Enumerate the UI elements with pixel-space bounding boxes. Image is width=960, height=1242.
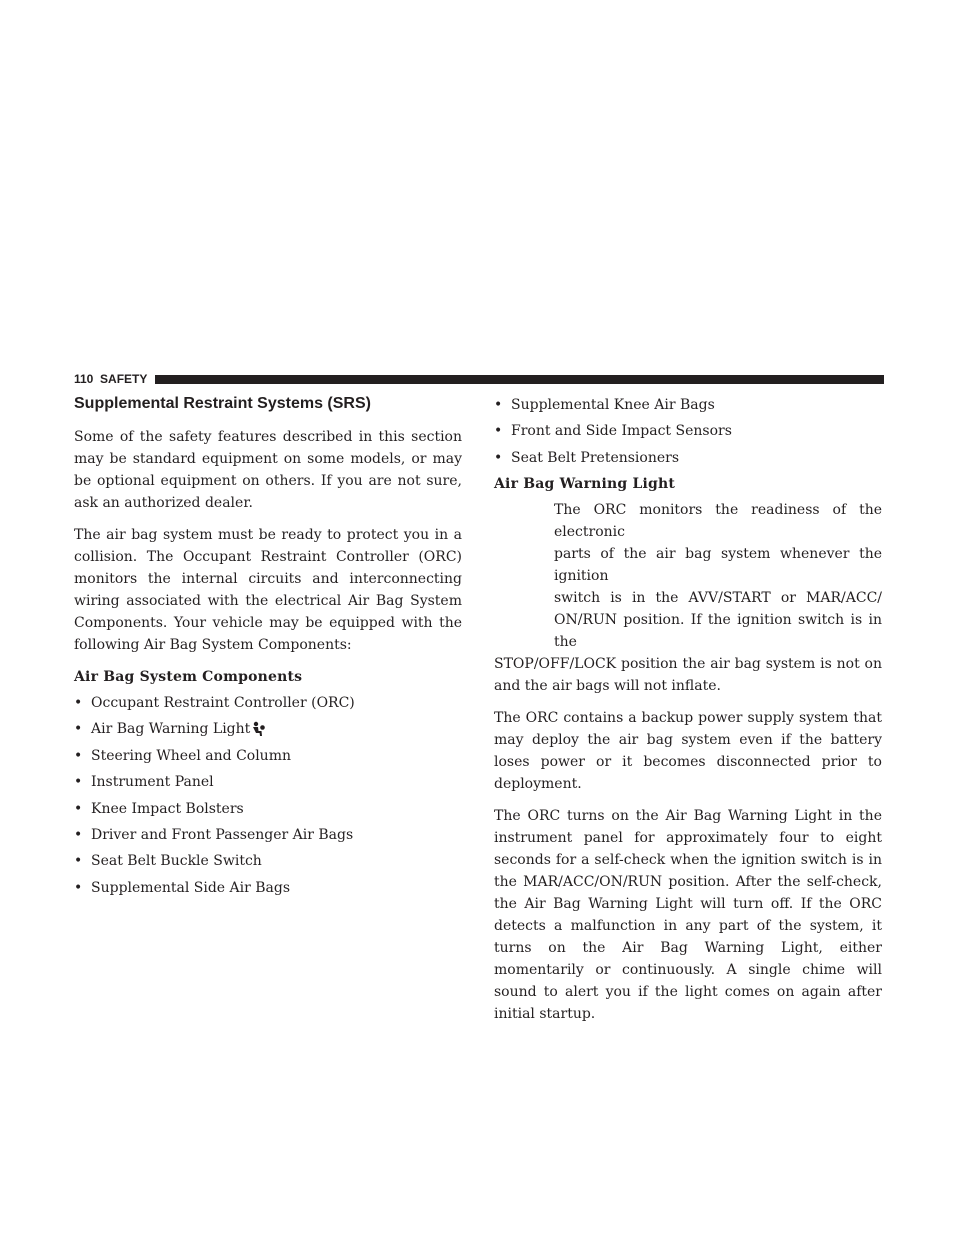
list-item: • Steering Wheel and Column <box>74 747 291 764</box>
page-number: 110 <box>74 372 94 386</box>
left-column <box>74 394 462 903</box>
list-item: • Supplemental Knee Air Bags <box>494 397 715 413</box>
warning-light-subhead: Air Bag Warning Light <box>494 476 676 493</box>
header-rule <box>155 375 884 384</box>
components-list <box>74 692 462 899</box>
intro-paragraph: Some of the safety features described in this section may be standard equipment on some models, or may be optional equipment on others. If you are not sure, ask an authorized dealer. <box>74 429 462 511</box>
right-column <box>494 394 882 1035</box>
list-item: • Seat Belt Buckle Switch <box>74 853 262 870</box>
list-item: • Instrument Panel <box>74 774 214 791</box>
page-header <box>74 372 884 386</box>
section-name: SAFETY <box>100 372 148 386</box>
list-item: • Air Bag Warning Light <box>74 718 462 740</box>
list-item: • Knee Impact Bolsters <box>74 800 244 817</box>
airbag-warning-icon <box>251 721 265 737</box>
system-paragraph: The air bag system must be ready to protect you in a collision. The Occupant Restraint Controller (ORC) monitors the internal circuits and interconnecting wiring associated with the electrical Air Bag System Components. Your vehicle may be equipped with the following Air Bag System Components: <box>74 527 462 653</box>
header-label <box>74 372 147 386</box>
components-list-continued <box>494 394 882 469</box>
self-check-paragraph: The ORC turns on the Air Bag Warning Light in the instrument panel for approximately four to eight seconds for a self-check when the ignition switch is in the MAR/ACC/ON/RUN position. After the self-check, the Air Bag Warning Light will turn off. If the ORC detects a malfunction in any part of the system, it turns on the Air Bag Warning Light, either momentarily or continuously. A single chime will sound to alert you if the light comes on again after initial startup. <box>494 808 882 1023</box>
backup-power-paragraph: The ORC contains a backup power supply system that may deploy the air bag system even if the battery loses power or it becomes disconnected prior to deployment. <box>494 710 882 793</box>
list-item: • Driver and Front Passenger Air Bags <box>74 826 354 843</box>
list-item: • Seat Belt Pretensioners <box>494 449 680 466</box>
section-title: Supplemental Restraint Systems (SRS) <box>74 395 371 412</box>
warning-tail: STOP/OFF/LOCK position the air bag system is not on and the air bags will not inflate. <box>494 656 882 695</box>
list-item: • Front and Side Impact Sensors <box>494 423 732 440</box>
warning-light-paragraph <box>494 499 882 697</box>
warning-indented-lines: The ORC monitors the readiness of the electronic parts of the air bag system whenever the ignition switch is in the AVV/START or MAR/ACC/ ON/RUN position. If the ignition switch is in the <box>554 502 882 651</box>
components-subhead: Air Bag System Components <box>74 669 303 685</box>
list-item: • Occupant Restraint Controller (ORC) <box>74 695 355 711</box>
list-item: • Supplemental Side Air Bags <box>74 879 291 896</box>
